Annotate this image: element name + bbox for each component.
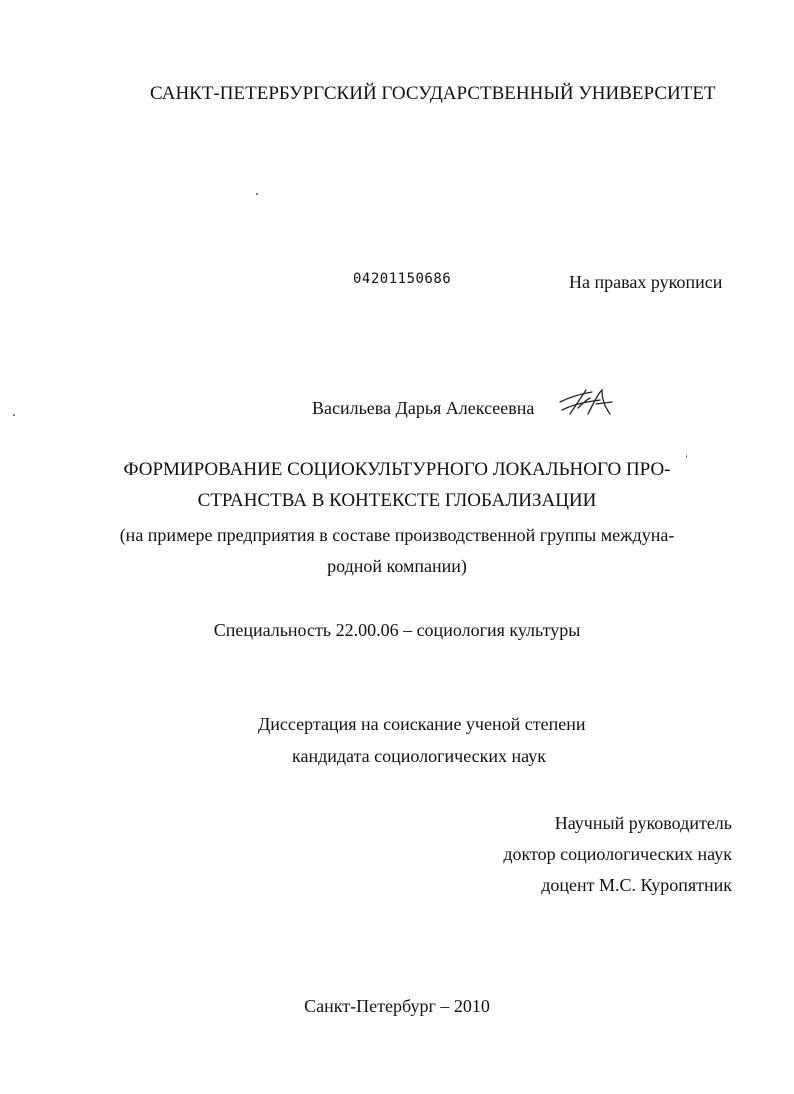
title-line-2: СТРАНСТВА В КОНТЕКСТЕ ГЛОБАЛИЗАЦИИ [197,490,597,511]
specialty: Специальность 22.00.06 – социология культуры [213,620,581,640]
dissertation-degree-line-1: Диссертация на соискание ученой степени [258,714,586,734]
manuscript-rights-note: На правах рукописи [569,272,723,292]
author-signature [556,384,626,424]
author-name: Васильева Дарья Алексеевна [312,398,535,418]
dissertation-degree-line-2: кандидата социологических наук [292,746,546,766]
supervisor-role: Научный руководитель [554,813,732,833]
supervisor-degree: доктор социологических наук [503,844,732,864]
scan-speck [686,455,687,458]
supervisor-name: доцент М.С. Куропятник [541,875,732,895]
subtitle-line-2: родной компании) [327,556,467,576]
scan-speck [256,193,258,195]
supervisor-block [503,808,732,901]
subtitle-line-1: (на примере предприятия в составе производственной группы междуна- [119,525,675,545]
title-line-1: ФОРМИРОВАНИЕ СОЦИОКУЛЬТУРНОГО ЛОКАЛЬНОГО ПРО- [123,459,671,480]
scan-speck [13,414,15,416]
university-name: САНКТ-ПЕТЕРБУРГСКИЙ ГОСУДАРСТВЕННЫЙ УНИВЕРСИТЕТ [150,83,716,104]
place-and-year: Санкт-Петербург – 2010 [304,996,490,1016]
archive-number: 04201150686 [353,271,452,287]
